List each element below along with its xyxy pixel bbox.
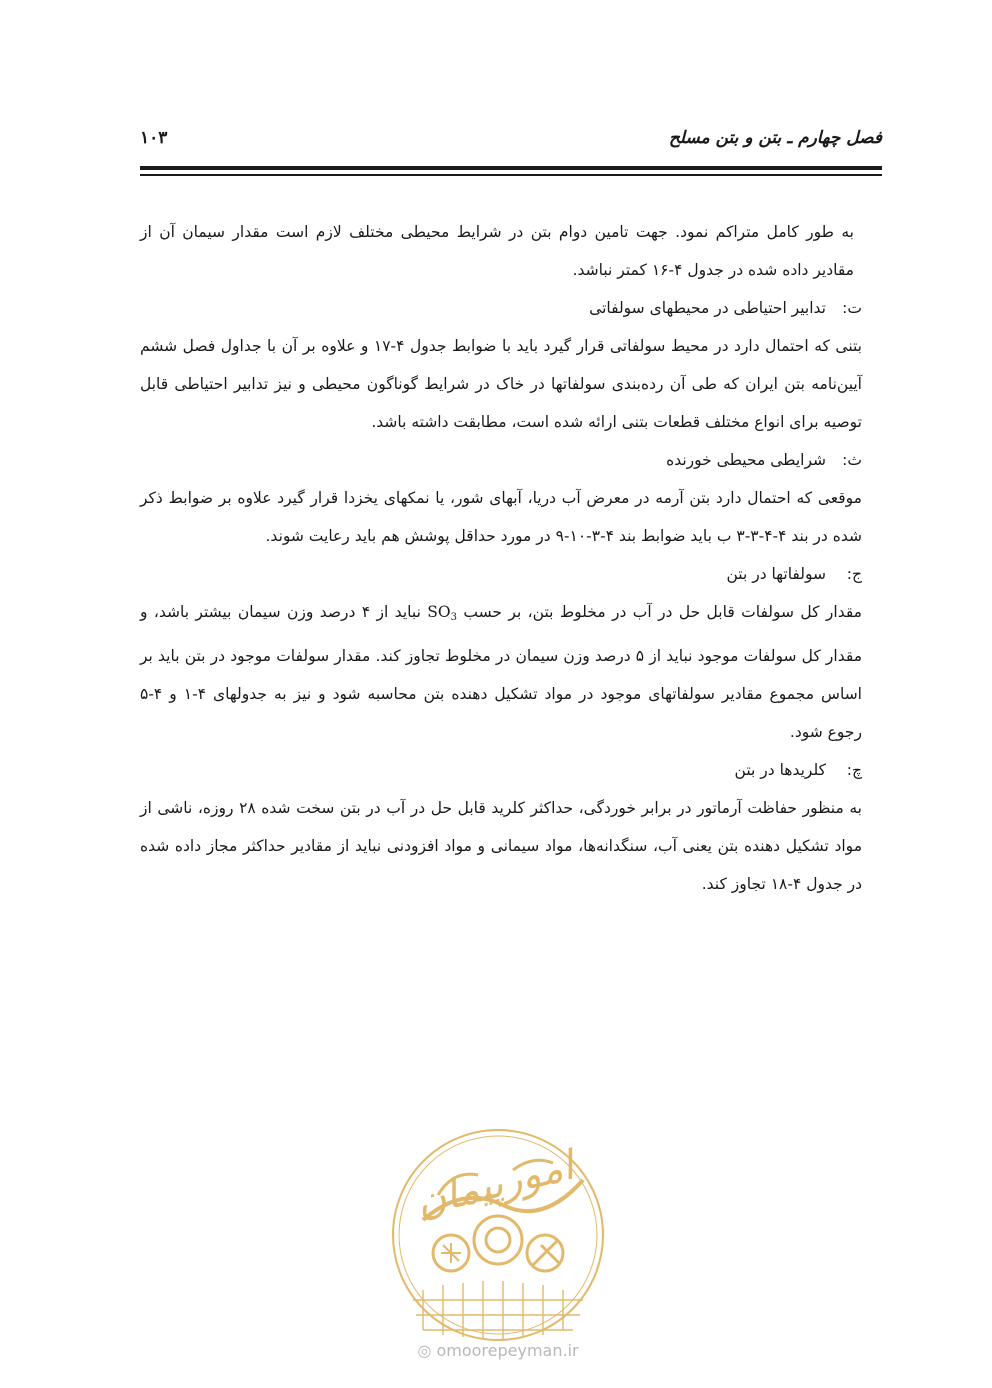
section-heading-t (140, 289, 862, 327)
section-paragraph-sulfate (140, 593, 862, 751)
body-content (140, 213, 862, 903)
text-after-formula: نباید از ۴ درصد وزن سیمان بیشتر باشد، و مقدار کل سولفات موجود نباید از ۵ درصد وزن سیمان در مخلوط تجاوز کند. مقدار سولفات موجود در بتن باید بر اساس مجموع مقادیر سولفاتهای موجود در مواد تشکیل دهنده بتن محاسبه شود و نیز به جدولهای ۴-۱ و ۴-۵ رجوع شود. (140, 603, 862, 741)
section-letter: ث: (842, 451, 862, 469)
formula-main: SO (427, 603, 451, 621)
section-heading-s (140, 441, 862, 479)
section-title: شرایطی محیطی خورنده (666, 451, 826, 469)
section-letter: ج: (846, 565, 862, 583)
section-paragraph: به منظور حفاظت آرماتور در برابر خوردگی، حداکثر کلرید قابل حل در آب در بتن سخت شده ۲۸ روزه، ناشی از مواد تشکیل دهنده بتن یعنی آب، سنگدانه‌ها، مواد سیمانی و مواد افزودنی نباید از مقادیر حداکثر مجاز داده شده در جدول ۴-۱۸ تجاوز کند. (140, 799, 862, 893)
so3-formula (427, 603, 457, 621)
section-paragraph: بتنی که احتمال دارد در محیط سولفاتی قرار گیرد باید با ضوابط جدول ۴-۱۷ و علاوه بر آن با جداول فصل ششم آیین‌نامه بتن ایران که طی آن رده‌بندی سولفاتها در خاک در شرایط گوناگون محیطی و نیز تدابیر احتیاطی قابل توصیه برای انواع مختلف قطعات بتنی ارائه شده است، مطابقت داشته باشد. (140, 337, 862, 431)
header-rule-thin (140, 174, 882, 176)
watermark-website (383, 1341, 613, 1360)
section-heading-ch (140, 751, 862, 789)
logo-text: امورپیمان (411, 1142, 579, 1227)
formula-subscript: 3 (450, 612, 457, 623)
section-title: سولفاتها در بتن (726, 565, 826, 583)
section-title: کلریدها در بتن (734, 761, 826, 779)
website-text: omoorepeyman.ir (436, 1341, 579, 1360)
chapter-title: فصل چهارم ـ بتن و بتن مسلح (668, 128, 882, 148)
section-heading-j (140, 555, 862, 593)
page-number: ۱۰۳ (140, 128, 168, 148)
section-letter: چ: (846, 761, 862, 779)
page-header (140, 128, 882, 158)
watermark-logo (383, 1125, 613, 1375)
section-letter: ت: (842, 299, 862, 317)
section-title: تدابیر احتیاطی در محیطهای سولفاتی (589, 299, 826, 317)
text-before-formula: مقدار کل سولفات قابل حل در آب در مخلوط بتن، بر حسب (463, 603, 862, 621)
section-paragraph: موقعی که احتمال دارد بتن آرمه در معرض آب دریا، آبهای شور، یا نمکهای یخزدا قرار گیرد علاوه بر ضوابط ذکر شده در بند ۴-۴-۳-۳ ب باید ضوابط بند ۴-۳-۱۰-۹ در مورد حداقل پوشش هم باید رعایت شوند. (140, 489, 862, 545)
at-icon: ◎ (417, 1341, 432, 1360)
intro-paragraph: به طور کامل متراکم نمود. جهت تامین دوام بتن در شرایط محیطی مختلف لازم است مقدار سیمان آن از مقادیر داده شده در جدول ۴-۱۶ کمتر نباشد. (140, 223, 854, 279)
header-rule-thick (140, 166, 882, 170)
